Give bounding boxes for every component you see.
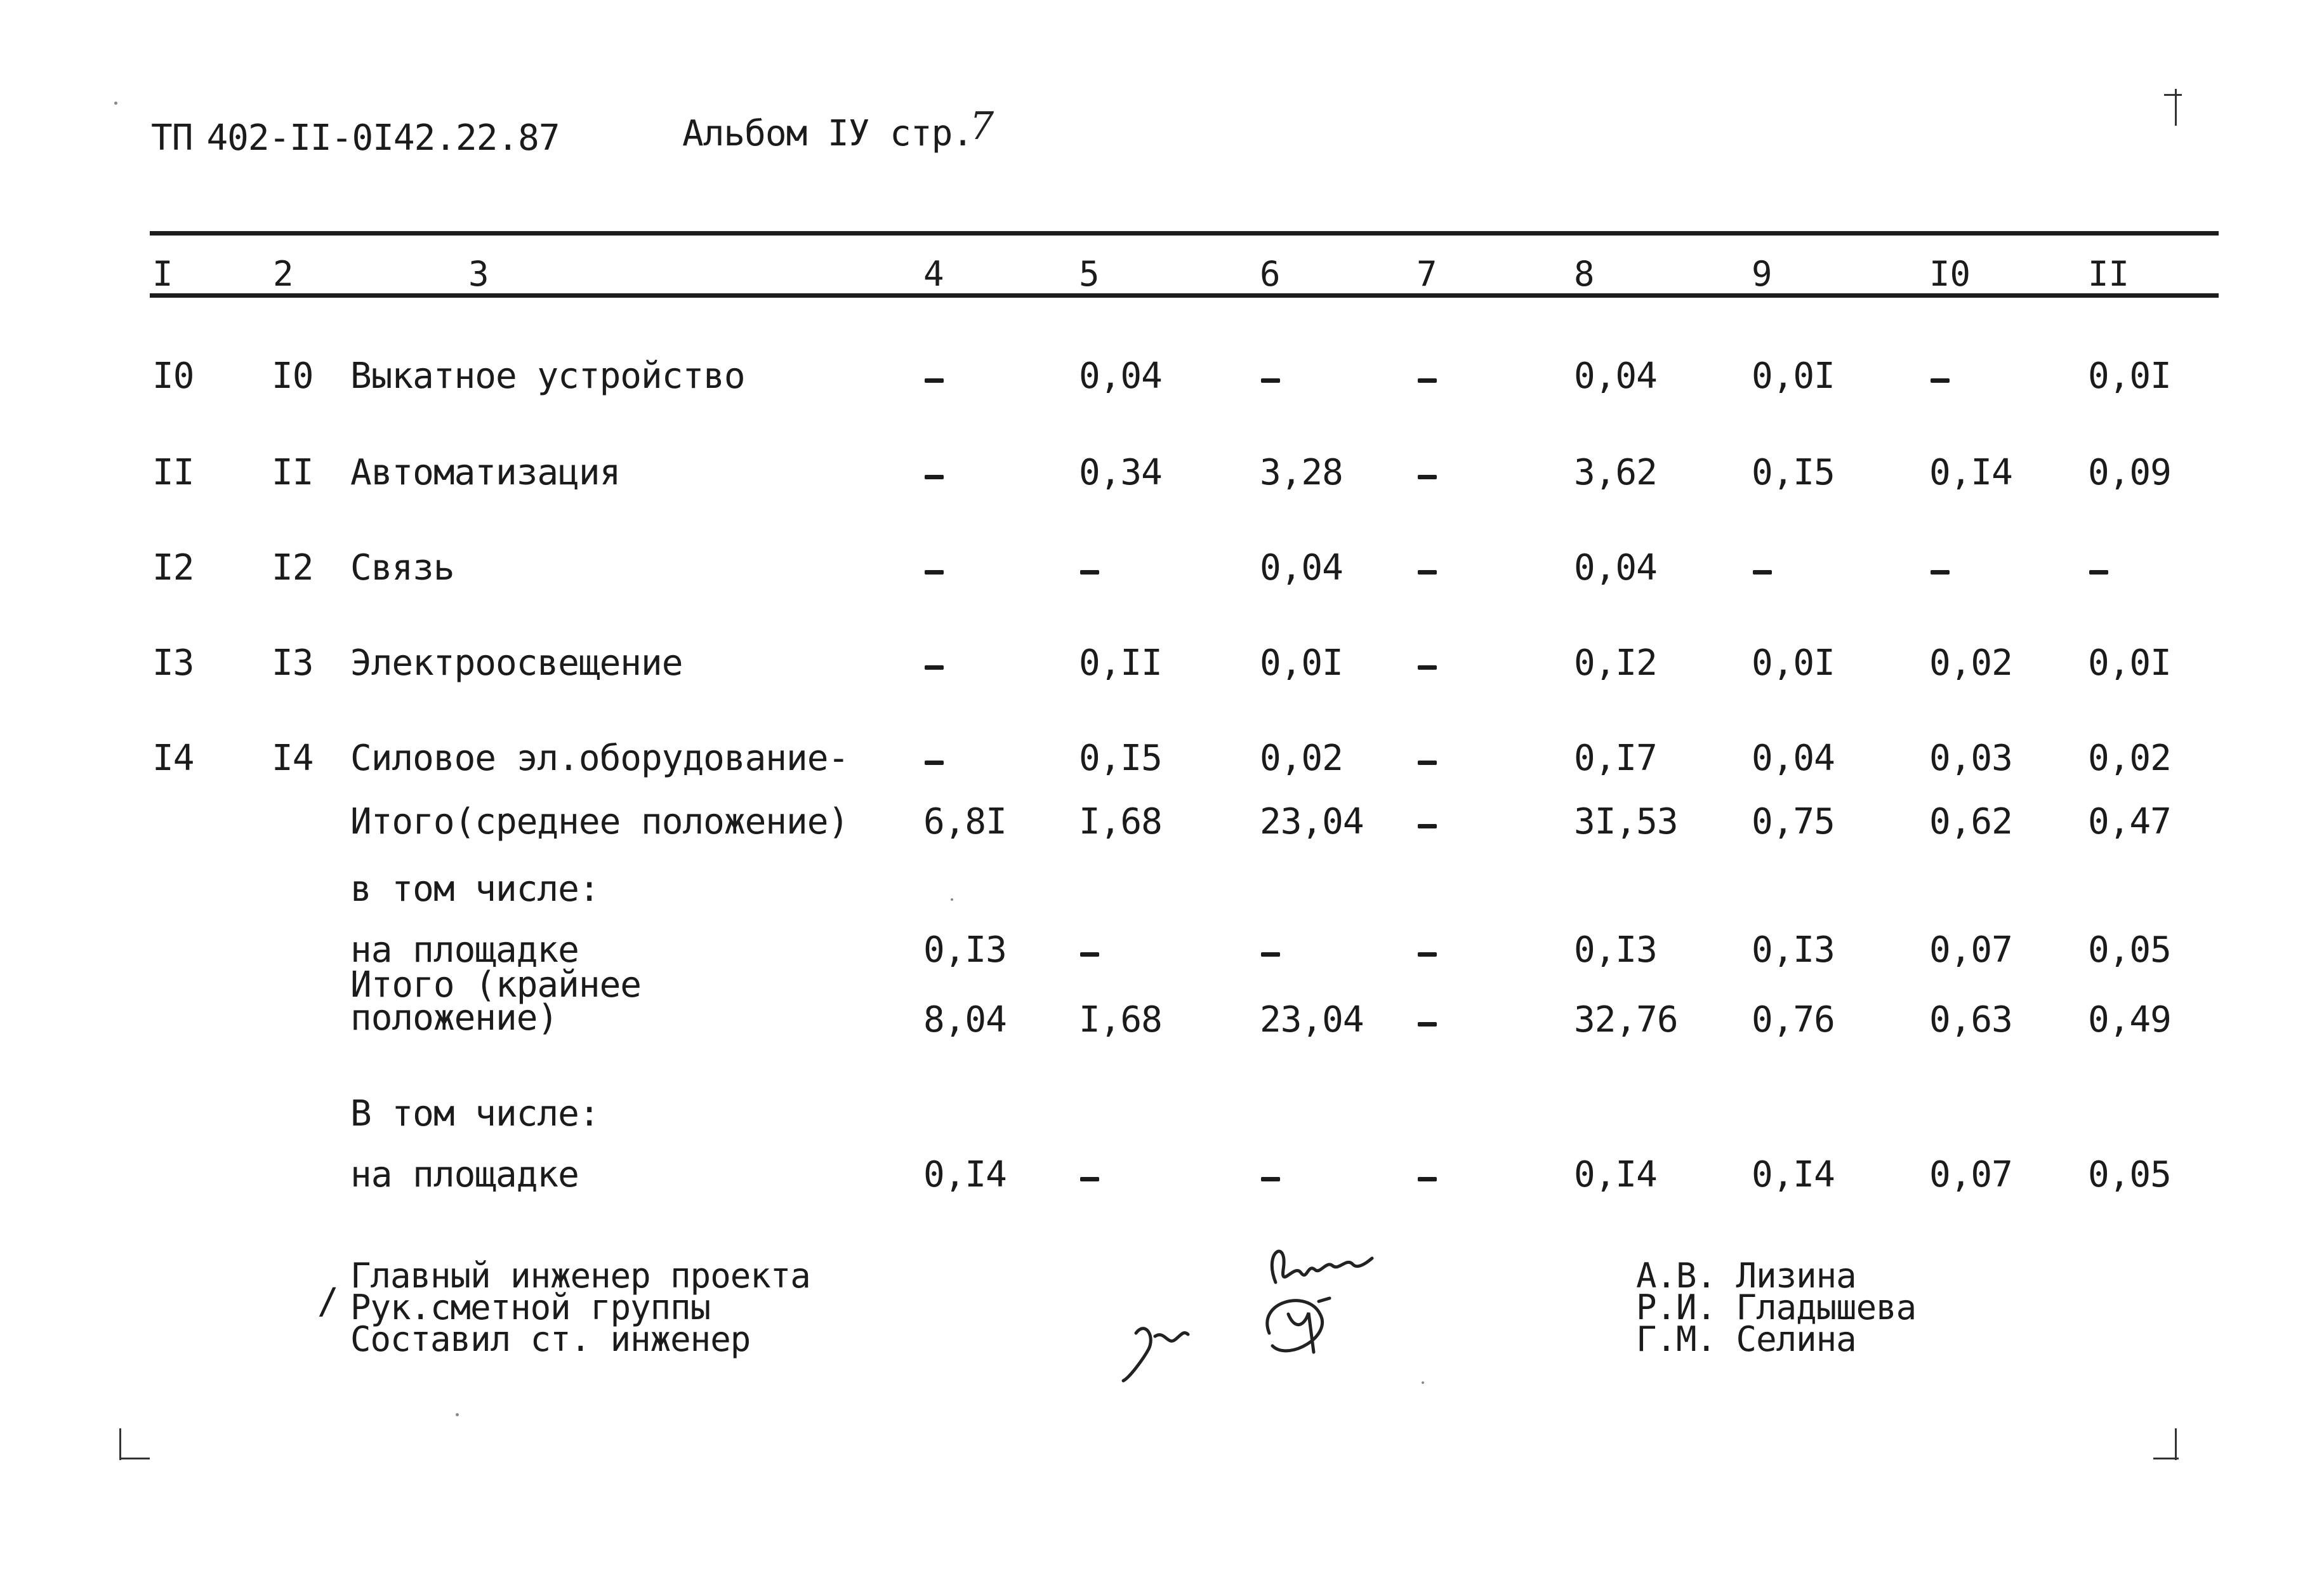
cell-value: 0,I4 <box>923 1154 1007 1195</box>
cell-value: 0,04 <box>1079 356 1162 397</box>
cell-value: 0,0I <box>1260 642 1343 684</box>
crop-mark-bottom-left <box>119 1428 121 1460</box>
scan-speck <box>456 1413 459 1416</box>
cell-value: 0,47 <box>2088 801 2171 842</box>
cell-value: 0,I2 <box>1574 642 1657 684</box>
row-name: Автоматизация <box>350 452 621 493</box>
cell-value: 0,I4 <box>1929 452 2012 493</box>
cell-value: 23,04 <box>1260 801 1364 842</box>
cell-value: 0,0I <box>1752 356 1835 397</box>
row-name: Электроосвещение <box>350 642 683 684</box>
cell-value: 0,I4 <box>1752 1154 1835 1195</box>
cell-value: 6,8I <box>923 801 1007 842</box>
cell-value: 0,07 <box>1929 1154 2012 1195</box>
dash-mark <box>1418 761 1437 765</box>
dash-mark <box>925 761 944 765</box>
crop-mark-bottom-left-h <box>119 1458 150 1459</box>
column-number: 4 <box>923 254 944 294</box>
row-name: на площадке <box>350 929 579 971</box>
cell-value: 0,0I <box>2088 356 2171 397</box>
column-number: 6 <box>1260 254 1281 294</box>
dash-mark <box>1418 378 1437 383</box>
table-top-rule <box>150 231 2219 236</box>
cell-value: 0,I3 <box>923 929 1007 971</box>
dash-mark <box>1261 378 1280 383</box>
column-number: 5 <box>1079 254 1100 294</box>
cell-value: 0,0I <box>1752 642 1835 684</box>
cell-value: 23,04 <box>1260 999 1364 1040</box>
row-number: I4 <box>272 738 314 779</box>
cell-value: 0,03 <box>1929 738 2012 779</box>
dash-mark <box>1080 570 1099 575</box>
cell-value: 0,I4 <box>1574 1154 1657 1195</box>
row-number: II <box>152 452 194 493</box>
slash-mark: / <box>317 1281 339 1322</box>
cell-value: 0,I3 <box>1752 929 1835 971</box>
row-number: I0 <box>152 356 194 397</box>
dash-mark <box>1418 665 1437 670</box>
column-number: II <box>2088 254 2130 294</box>
table-header-rule <box>150 293 2219 298</box>
dash-mark <box>1418 824 1437 828</box>
cell-value: 0,05 <box>2088 1154 2171 1195</box>
doc-number: 402-II-0I42.22.87 <box>206 117 560 159</box>
row-name: В том числе: <box>350 1093 600 1134</box>
cell-value: 0,62 <box>1929 801 2012 842</box>
cell-value: 0,04 <box>1752 738 1835 779</box>
cell-value: 0,02 <box>1260 738 1343 779</box>
cell-value: 8,04 <box>923 999 1007 1040</box>
cell-value: 3,28 <box>1260 452 1343 493</box>
cell-value: I,68 <box>1079 801 1162 842</box>
dash-mark <box>1080 1177 1099 1181</box>
crop-mark-bottom-right <box>2175 1428 2177 1460</box>
cell-value: 0,I7 <box>1574 738 1657 779</box>
row-name: Связь <box>350 547 454 588</box>
dash-mark <box>925 665 944 670</box>
handwritten-signatures <box>1117 1225 1434 1390</box>
dash-mark <box>925 570 944 575</box>
column-number: 9 <box>1752 254 1773 294</box>
row-number: I2 <box>152 547 194 588</box>
row-name: Итого (крайнее положение) <box>350 964 642 1039</box>
row-number: I2 <box>272 547 314 588</box>
row-name: Силовое эл.оборудование- <box>350 738 849 779</box>
cell-value: 0,04 <box>1574 547 1657 588</box>
dash-mark <box>2089 570 2108 575</box>
signature-titles: Главный инженер проекта Рук.сметной группы Составил ст. инженер <box>350 1256 810 1359</box>
dash-mark <box>1931 570 1950 575</box>
cell-value: 0,I3 <box>1574 929 1657 971</box>
column-number: 7 <box>1416 254 1437 294</box>
cell-value: 0,76 <box>1752 999 1835 1040</box>
signature-stroke-left <box>1123 1329 1188 1381</box>
dash-mark <box>1418 952 1437 957</box>
cell-value: 0,07 <box>1929 929 2012 971</box>
signature-stroke-top <box>1272 1251 1372 1282</box>
cell-value: 0,I5 <box>1752 452 1835 493</box>
cell-value: 0,I5 <box>1079 738 1162 779</box>
dash-mark <box>925 475 944 479</box>
cell-value: 0,04 <box>1574 356 1657 397</box>
row-number: I4 <box>152 738 194 779</box>
scan-speck <box>951 898 953 901</box>
scan-speck <box>1422 1381 1424 1384</box>
row-name: в том числе: <box>350 868 600 910</box>
cell-value: 0,04 <box>1260 547 1343 588</box>
signature-names: А.В. Лизина Р.И. Гладышева Г.М. Селина <box>1636 1256 1917 1359</box>
crop-mark-top-right-h <box>2164 94 2182 96</box>
dash-mark <box>1080 952 1099 957</box>
row-number: II <box>272 452 314 493</box>
scan-speck <box>114 102 117 105</box>
cell-value: 0,34 <box>1079 452 1162 493</box>
column-number: 2 <box>273 254 294 294</box>
dash-mark <box>1418 475 1437 479</box>
column-number: 8 <box>1574 254 1595 294</box>
dash-mark <box>1418 570 1437 575</box>
row-number: I0 <box>272 356 314 397</box>
dash-mark <box>1418 1177 1437 1181</box>
dash-mark <box>925 378 944 383</box>
row-number: I3 <box>152 642 194 684</box>
dash-mark <box>1261 952 1280 957</box>
cell-value: 0,75 <box>1752 801 1835 842</box>
cell-value: 0,63 <box>1929 999 2012 1040</box>
cell-value: 0,02 <box>1929 642 2012 684</box>
crop-mark-bottom-right-h <box>2153 1458 2179 1459</box>
dash-mark <box>1418 1022 1437 1027</box>
dash-mark <box>1931 378 1950 383</box>
cell-value: 0,0I <box>2088 642 2171 684</box>
row-name: на площадке <box>350 1154 579 1195</box>
cell-value: 0,II <box>1079 642 1162 684</box>
page-number: 7 <box>970 104 994 149</box>
dash-mark <box>1753 570 1772 575</box>
column-number: I0 <box>1929 254 1971 294</box>
cell-value: 0,05 <box>2088 929 2171 971</box>
dash-mark <box>1261 1177 1280 1181</box>
cell-value: 3I,53 <box>1574 801 1678 842</box>
cell-value: 32,76 <box>1574 999 1678 1040</box>
cell-value: 0,02 <box>2088 738 2171 779</box>
column-number: 3 <box>468 254 489 294</box>
cell-value: I,68 <box>1079 999 1162 1040</box>
cell-value: 3,62 <box>1574 452 1657 493</box>
column-number: I <box>152 254 173 294</box>
cell-value: 0,09 <box>2088 452 2171 493</box>
cell-value: 0,49 <box>2088 999 2171 1040</box>
row-name: Итого(среднее положение) <box>350 801 849 842</box>
doc-prefix: ТП <box>151 117 193 159</box>
document-code <box>151 117 560 159</box>
album-label: Альбом IУ стр. <box>682 113 974 154</box>
row-number: I3 <box>272 642 314 684</box>
signature-stroke-circle <box>1267 1298 1330 1352</box>
row-name: Выкатное устройство <box>350 356 745 397</box>
